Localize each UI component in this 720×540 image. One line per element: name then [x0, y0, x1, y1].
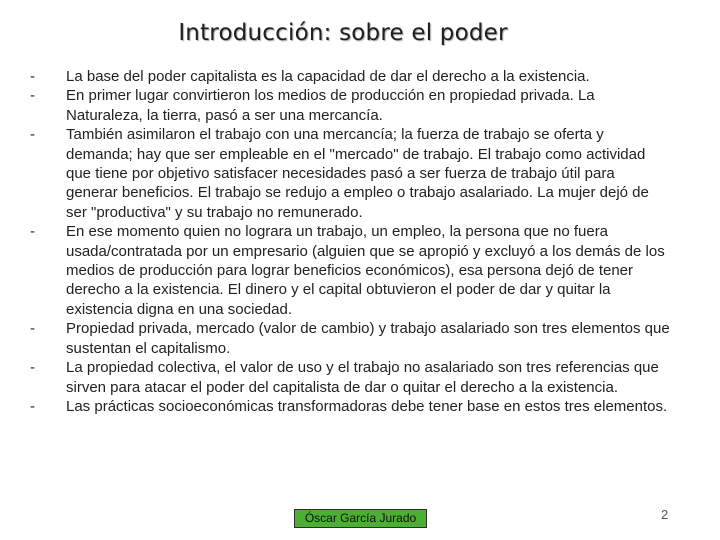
author-label: Óscar García Jurado — [294, 509, 427, 528]
bullet-item — [30, 319, 670, 358]
bullet-dash: - — [30, 359, 35, 377]
bullet-text: Propiedad privada, mercado (valor de cambio) y trabajo asalariado son tres elementos que sustentan el capitalismo. — [66, 320, 670, 357]
bullet-item — [30, 125, 670, 222]
page-number: 2 — [661, 507, 669, 522]
bullet-item — [30, 358, 670, 397]
bullet-dash: - — [30, 126, 35, 144]
bullet-dash: - — [30, 397, 35, 415]
bullet-text: También asimilaron el trabajo con una mercancía; la fuerza de trabajo se oferta y demanda; hay que ser empleable en el "mercado" de trabajo. El trabajo como actividad que tiene por objetivo satisfacer necesidades pasó a ser fuerza de trabajo útil para generar beneficios. El trabajo se redujo a empleo o trabajo asalariado. La mujer dejó de ser "productiva" y su trabajo no remunerado. — [66, 126, 649, 221]
bullet-item — [30, 397, 670, 416]
bullet-list — [30, 67, 670, 416]
slide-title: Introducción: sobre el poder — [178, 20, 508, 46]
bullet-dash: - — [30, 223, 35, 241]
bullet-item — [30, 67, 670, 86]
bullet-text: En primer lugar convirtieron los medios de producción en propiedad privada. La Naturaleza, la tierra, pasó a ser una mercancía. — [66, 87, 595, 124]
bullet-item — [30, 222, 670, 319]
bullet-dash: - — [30, 320, 35, 338]
bullet-text: Las prácticas socioeconómicas transformadoras debe tener base en estos tres elementos. — [66, 397, 668, 415]
bullet-text: La base del poder capitalista es la capacidad de dar el derecho a la existencia. — [66, 68, 590, 85]
bullet-text: La propiedad colectiva, el valor de uso y el trabajo no asalariado son tres referencias que sirven para atacar el poder del capitalista de dar o quitar el derecho a la existencia. — [66, 359, 659, 396]
bullet-dash: - — [30, 68, 35, 85]
bullet-item — [30, 86, 670, 125]
bullet-text: En ese momento quien no lograra un trabajo, un empleo, la persona que no fuera usada/contratada por un empresario (alguien que se apropió y excluyó a los demás de los medios de producción para lograr beneficios económicos), esa persona dejó de tener derecho a la existencia. El dinero y el capital obtuvieron el poder de dar y quitar la existencia digna en una sociedad. — [66, 223, 665, 318]
bullet-dash: - — [30, 87, 35, 105]
